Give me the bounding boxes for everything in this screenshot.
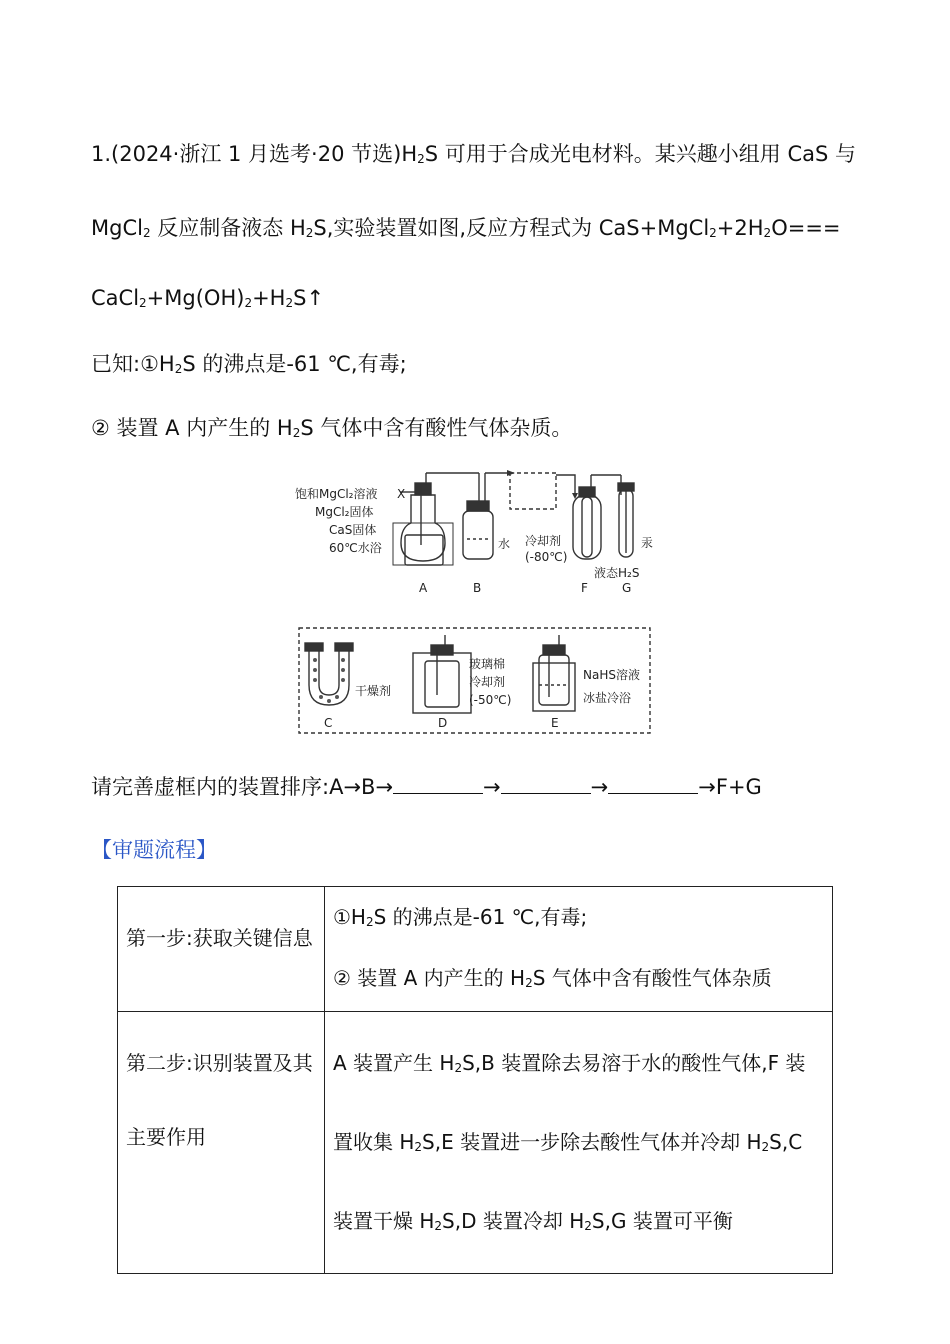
table-row [118,887,833,1012]
text: +Mg(OH) [146,286,245,310]
label-coolant2-temp: (-50℃) [469,693,512,707]
text: ② 装置 A 内产生的 H [91,416,293,440]
text: +H [252,286,286,310]
text: ② 装置 A 内产生的 H [333,966,526,990]
subscript: 2 [584,1219,592,1233]
label-a4: 60℃水浴 [329,541,382,555]
label-a2: MgCl₂固体 [315,505,374,519]
text: →F+G [698,775,762,799]
question-line-3 [91,286,324,310]
label-x: X [397,487,406,501]
known-2 [91,412,572,442]
question-line-2 [91,212,841,242]
label-liquid-h2s: 液态H₂S [594,566,640,580]
text: S 气体中含有酸性气体杂质 [532,966,772,990]
subscript: 2 [292,426,301,440]
letter-e: E [551,716,559,730]
cell-line [333,968,824,1001]
arrow: → [483,775,501,799]
label-coolant2: 冷却剂 [469,675,506,689]
label-icesalt: 冰盐冷浴 [583,691,632,705]
known-1 [91,348,407,378]
subscript: 2 [761,1140,770,1154]
label-nahs: NaHS溶液 [583,668,640,682]
subscript: 2 [709,226,717,240]
subscript: 2 [414,1140,423,1154]
text: S,实验装置如图,反应方程式为 CaS+MgCl [313,216,710,240]
text: CaCl [91,286,140,310]
text: 请完善虚框内的装置排序:A→B→ [91,775,394,799]
arrow: → [590,775,609,799]
table-cell: 第一步:获取关键信息 [118,887,325,1012]
text: S 气体中含有酸性气体杂质。 [300,416,573,440]
table-row [118,1012,833,1274]
text: S,B 装置除去易溶于水的酸性气体,F 装置收集 H [333,1051,806,1154]
text: 1.(2024·浙江 1 月选考·20 节选)H [91,142,418,166]
text: S 可用于合成光电材料。某兴趣小组用 CaS 与 [424,142,856,166]
subscript: 2 [417,152,425,166]
text: +2H [716,216,764,240]
cell-line [333,901,824,968]
text: 反应制备液态 H [150,216,306,240]
subscript: 2 [142,226,151,240]
label-coolant: 冷却剂 [525,534,562,548]
text: A 装置产生 H [333,1051,455,1075]
subscript: 2 [305,226,314,240]
subscript: 2 [244,296,253,310]
label-glasswool: 玻璃棉 [469,657,506,671]
table-cell: 第二步:识别装置及其主要作用 [118,1012,325,1274]
text: S↑ [293,286,325,310]
text: O=== [771,216,841,240]
answer-blank-2[interactable] [501,777,591,794]
letter-d: D [438,716,448,730]
text: 已知:①H [91,352,175,376]
letter-b: B [473,581,482,595]
label-mercury: 汞 [641,536,654,550]
subscript: 2 [525,976,533,990]
text: S,E 装置进一步除去酸性气体并冷却 H [422,1130,762,1154]
text: ①H [333,905,366,929]
table-cell [325,887,833,1012]
subscript: 2 [454,1061,463,1075]
order-question [91,771,762,801]
letter-a: A [419,581,428,595]
label-coolant-temp: (-80℃) [525,550,568,564]
label-a3: CaS固体 [329,523,377,537]
subscript: 2 [285,296,294,310]
label-dry: 干燥剂 [355,684,392,698]
subscript: 2 [365,915,374,929]
text: S 的沸点是-61 ℃,有毒; [182,352,407,376]
table-cell [325,1012,833,1274]
text: S,C 装置干燥 H [333,1130,803,1233]
analysis-table [117,886,833,1274]
label-a1: 饱和MgCl₂溶液 [295,487,378,501]
text: S 的沸点是-61 ℃,有毒; [373,905,588,929]
letter-c: C [324,716,333,730]
subscript: 2 [174,362,183,376]
subscript: 2 [139,296,147,310]
subscript: 2 [434,1219,443,1233]
letter-g: G [622,581,632,595]
subscript: 2 [763,226,772,240]
answer-blank-1[interactable] [393,777,483,794]
apparatus-diagram [285,465,665,740]
letter-f: F [581,581,588,595]
answer-blank-3[interactable] [608,777,698,794]
label-water: 水 [498,537,511,551]
text: S,D 装置冷却 H [442,1209,585,1233]
section-title: 【审题流程】 [91,838,217,862]
question-line-1 [91,138,856,168]
text: S,G 装置可平衡 [591,1209,733,1233]
text: MgCl [91,216,143,240]
